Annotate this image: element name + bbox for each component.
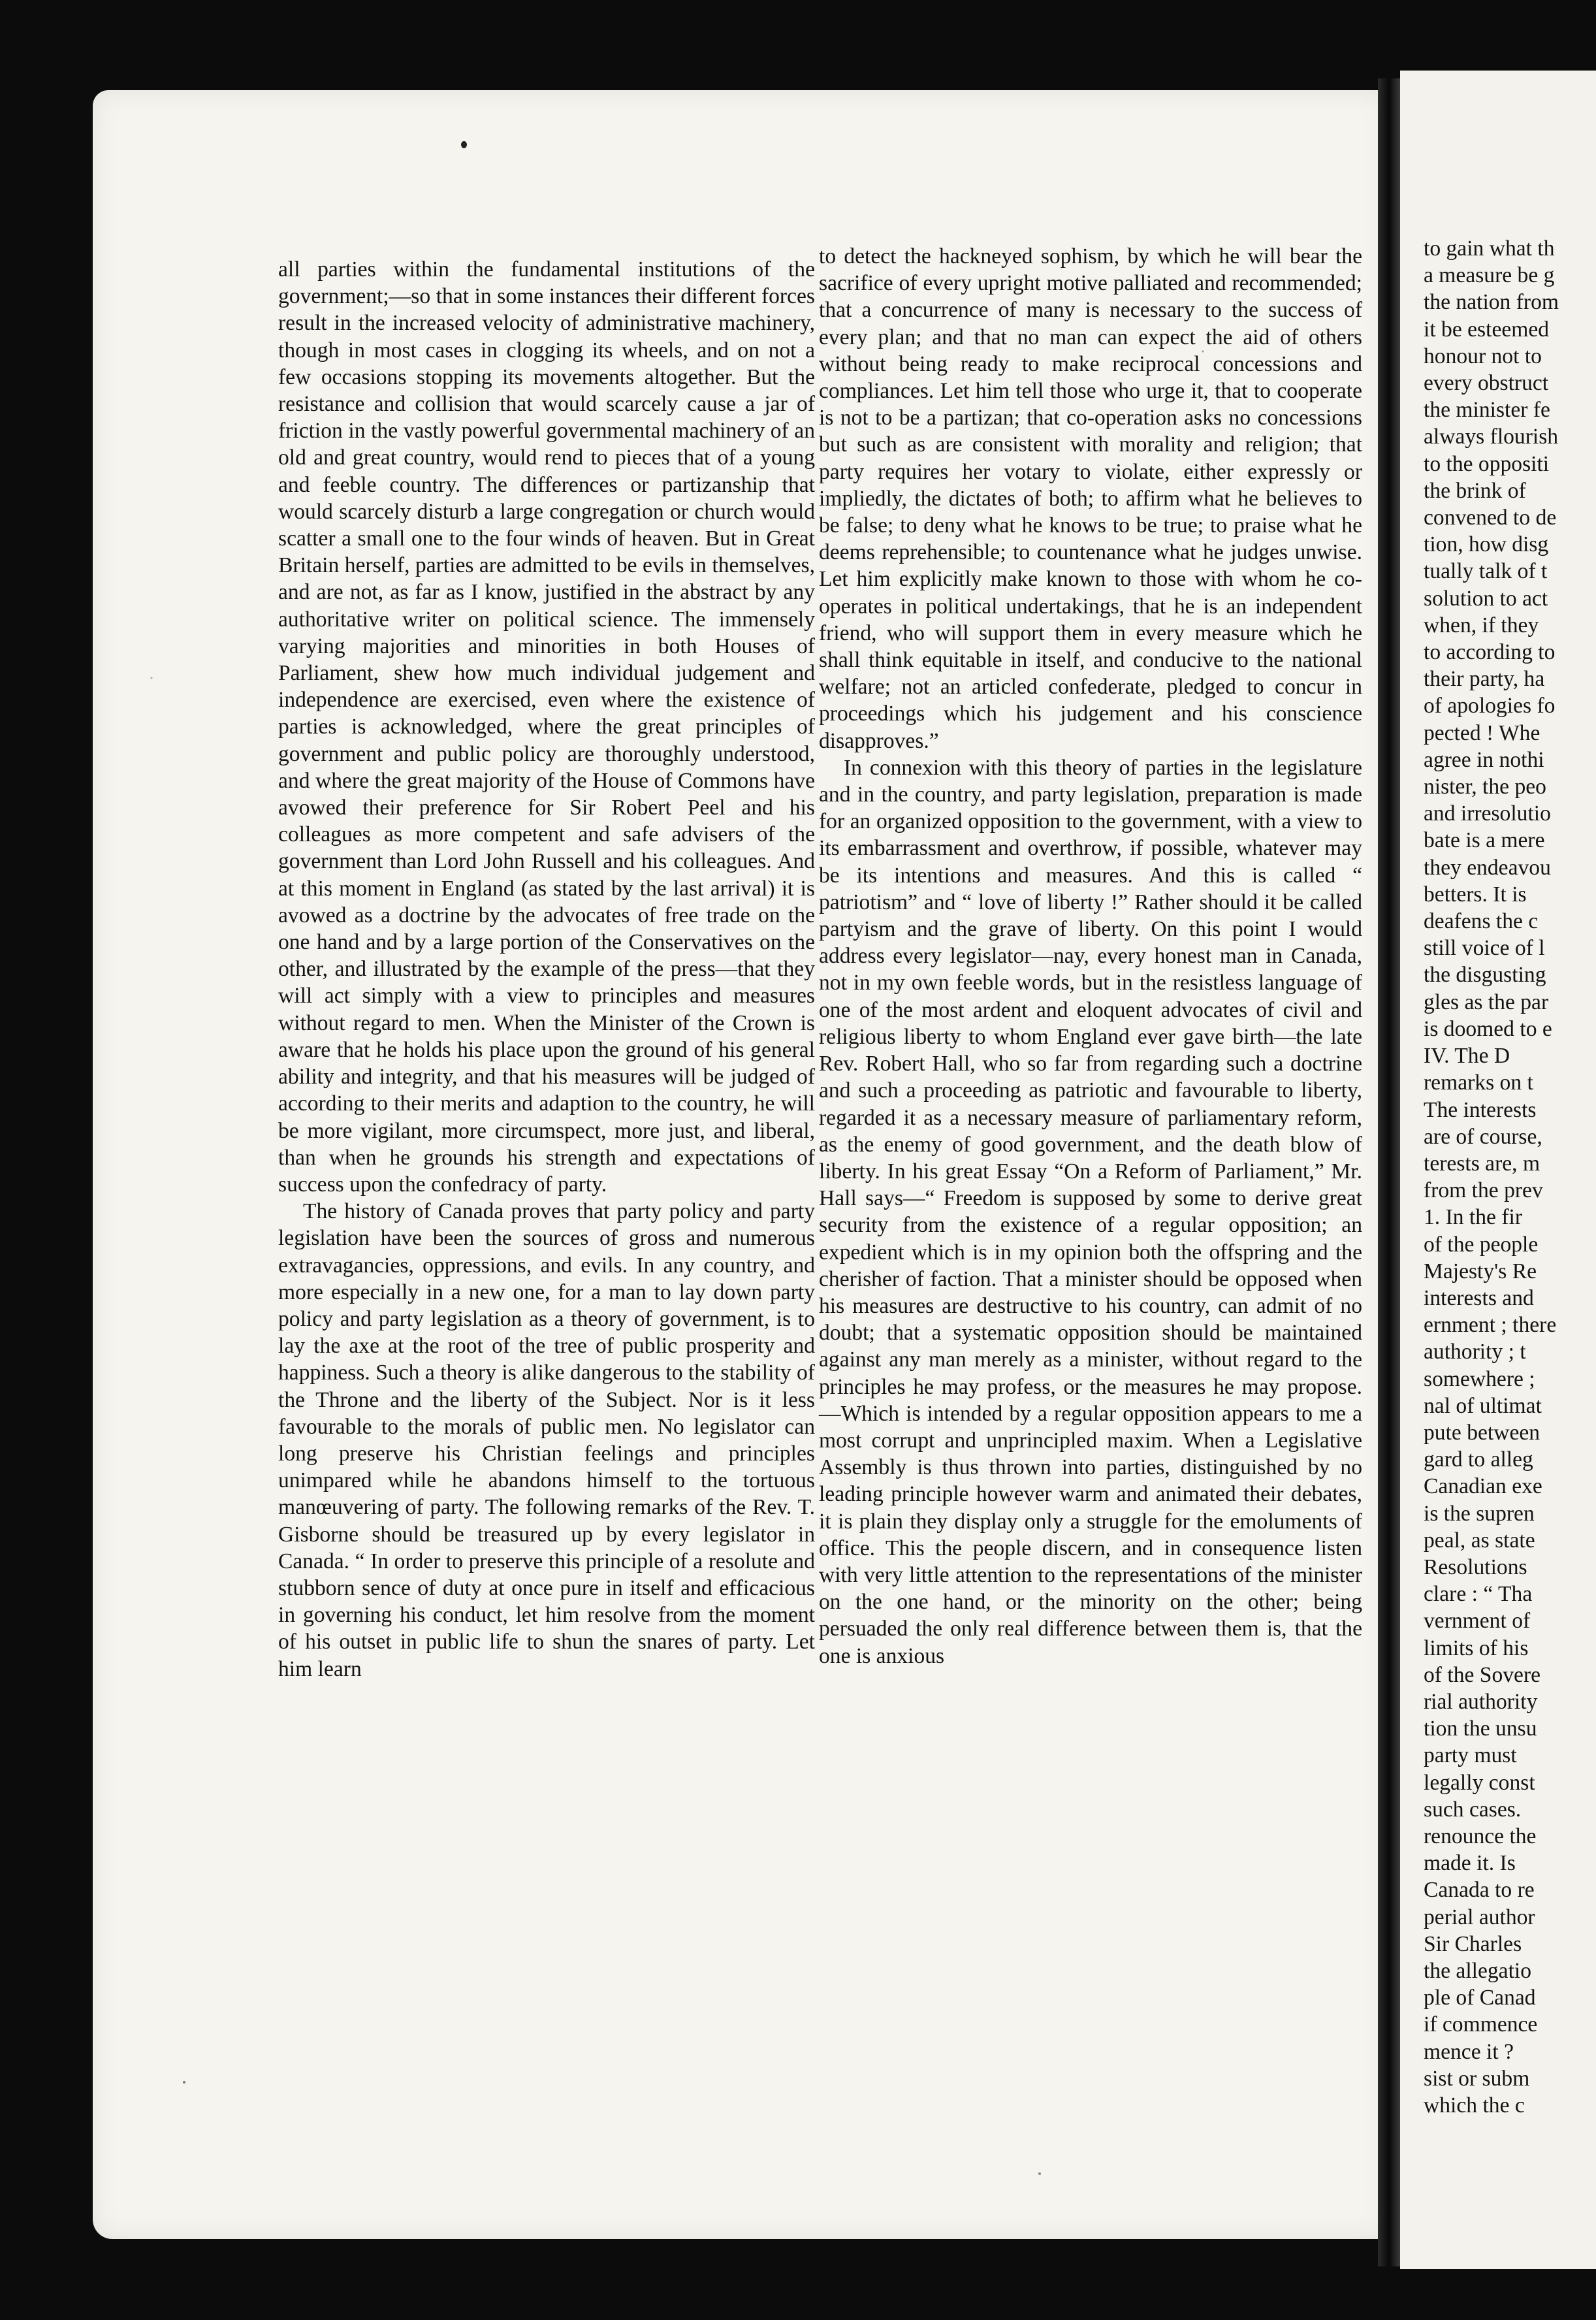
column-3-line: perial author bbox=[1424, 1905, 1535, 1929]
column-3-line: their party, ha bbox=[1424, 667, 1545, 692]
column-3-line: are of course, bbox=[1424, 1124, 1542, 1149]
column-3-line: when, if they bbox=[1424, 613, 1539, 637]
column-3-line: is the supren bbox=[1424, 1501, 1535, 1526]
column-3-line: Resolutions bbox=[1424, 1555, 1527, 1579]
column-3-line: convened to de bbox=[1424, 506, 1557, 530]
column-3-line: from the prev bbox=[1424, 1178, 1543, 1203]
column-3-line: gles as the par bbox=[1424, 990, 1549, 1014]
column-3-line: Sir Charles bbox=[1424, 1931, 1522, 1956]
column-3-line: a measure be g bbox=[1424, 263, 1555, 288]
column-3-line: 1. In the fir bbox=[1424, 1205, 1523, 1230]
column-3-line: interests and bbox=[1424, 1285, 1534, 1310]
column-1 bbox=[278, 256, 815, 1683]
column-3-line: the nation from bbox=[1424, 290, 1559, 315]
column-2 bbox=[819, 243, 1362, 1669]
column-3-line: bate is a mere bbox=[1424, 828, 1545, 853]
column-3-cut-off bbox=[1424, 235, 1596, 2119]
column-3-line: solution to act bbox=[1424, 586, 1548, 611]
column-3-line: legally const bbox=[1424, 1770, 1535, 1795]
column-3-line: ernment ; there bbox=[1424, 1313, 1557, 1338]
column-3-line: remarks on t bbox=[1424, 1071, 1533, 1095]
column-3-line: is doomed to e bbox=[1424, 1016, 1552, 1041]
column-3-line: to the oppositi bbox=[1424, 451, 1550, 476]
column-3-line: deafens the c bbox=[1424, 909, 1539, 934]
column-3-line: to gain what th bbox=[1424, 236, 1555, 261]
column-3-line: somewhere ; bbox=[1424, 1366, 1535, 1391]
column-3-line: the disgusting bbox=[1424, 963, 1546, 988]
column-3-line: agree in nothi bbox=[1424, 747, 1544, 772]
column-3-line: the minister fe bbox=[1424, 398, 1550, 423]
column-1-paragraph-2: The history of Canada proves that party policy and party legislation have been the sources of gross and numerous extravagancies, oppressions, and evils. In any country, and more especially in a new one, for a man to lay down party policy and party legislation as a theory of government, is to lay the axe at the root of the tree of public prosperity and happiness. Such a theory is alike dangerous to the stability of the Throne and the liberty of the Subject. Nor is it less favourable to the morals of public men. No legislator can long preserve his Christian feelings and principles unimpared while he abandons himself to the tortuous manœuvering of party. The following remarks of the Rev. T. Gisborne should be treasured up by every legislator in Canada. “ In order to preserve this principle of a resolute and stubborn sence of duty at once pure in itself and efficacious in governing his conduct, let him resolve from the moment of his outset in public life to shun the snares of party. Let him learn bbox=[278, 1199, 815, 1681]
column-2-paragraph-1: to detect the hackneyed sophism, by which he will bear the sacrifice of every upright motive palliated and recommended; that a concurrence of many is necessary to the success of every plan; and that no man can expect the aid of others without being ready to make reciprocal concessions and compliances. Let him tell those who urge it, that to cooperate is not to be a partizan; that co-operation asks no concessions but such as are consistent with morality and religion; that party requires her votary to violate, either expressly or impliedly, the dictates of both; to affirm what he believes to be false; to deny what he knows to be true; to praise what he deems reprehensible; to countenance what he judges unwise. Let him explicitly make known to those with whom he co-operates in political undertakings, that he is an independent friend, who will support them in every measure which he shall think equitable in itself, and conducive to the national welfare; not an articled confederate, pledged to concur in proceedings which his judgement and his conscience disapproves.” bbox=[819, 244, 1362, 753]
column-3-line: vernment of bbox=[1424, 1609, 1531, 1634]
column-3-line: still voice of l bbox=[1424, 936, 1545, 961]
column-2-paragraph-2: In connexion with this theory of parties in the legislature and in the country, and party legislation, preparation is made for an organized opposition to the government, with a view to its embarrassment and overthrow, if possible, whatever may be its intentions and measures. And this is called “ patriotism” and “ love of liberty !” Rather should it be called partyism and the grave of liberty. On this point I would address every legislator—nay, every honest man in Canada, not in my own feeble words, but in the resistless language of one of the most ardent and eloquent advocates of civil and religious liberty to whom England ever gave birth—the late Rev. Robert Hall, who so far from regarding such a doctrine and such a proceeding as patriotic and favourable to liberty, regarded it as a necessary measure of parliamentary reform, as the enemy of good government, and the death blow of liberty. In his great Essay “On a Reform of Parliament,” Mr. Hall says—“ Freedom is supposed by some to derive great security from the existence of a regular opposition; an expedient which is in my opinion both the offspring and the cherisher of faction. That a minister should be opposed when his measures are destructive to his country, can admit of no doubt; that a systematic opposition should be maintained against any man merely as a minister, without regard to the principles he may profess, or the measures he may propose.—Which is intended by a regular opposition appears to me a most corrupt and unprincipled maxim. When a Legislative Assembly is thus thrown into parties, distinguished by no leading principle however warm and animated their debates, it is plain they display only a struggle for the emoluments of office. This the people discern, and in consequence listen with very little attention to the representations of the minister on the one hand, or the minority on the other; being persuaded the only real difference between them is, that the one is anxious bbox=[819, 755, 1362, 1668]
column-3-line: such cases. bbox=[1424, 1797, 1522, 1822]
column-3-line: clare : “ Tha bbox=[1424, 1582, 1533, 1607]
column-3-line: to according to bbox=[1424, 640, 1556, 665]
column-3-line: they endeavou bbox=[1424, 855, 1551, 880]
column-3-line: Canada to re bbox=[1424, 1878, 1535, 1903]
column-3-line: tually talk of t bbox=[1424, 559, 1548, 584]
column-3-line: rial authority bbox=[1424, 1689, 1538, 1714]
column-3-line: of the people bbox=[1424, 1232, 1539, 1257]
column-3-line: authority ; t bbox=[1424, 1340, 1526, 1364]
column-3-line: and irresolutio bbox=[1424, 801, 1551, 826]
column-3-line: sist or subm bbox=[1424, 2066, 1530, 2091]
column-3-line: the allegatio bbox=[1424, 1959, 1532, 1983]
column-3-line: terests are, m bbox=[1424, 1151, 1540, 1176]
column-3-line: always flourish bbox=[1424, 425, 1559, 449]
column-3-line: pute between bbox=[1424, 1420, 1540, 1445]
column-3-line: the brink of bbox=[1424, 478, 1526, 503]
column-1-paragraph-1: all parties within the fundamental institutions of the government;—so that in some instances their different forces result in the increased velocity of administrative machinery, though in most cases in clogging its wheels, and on not a few occasions stopping its movements altogether. But the resistance and collision that would scarcely cause a jar of friction in the vastly powerful governmental machinery of an old and great country, would rend to pieces that of a young and feeble country. The differences or partizanship that would scarcely disturb a large congregation or church would scatter a small one to the four winds of heaven. But in Great Britain herself, parties are admitted to be evils in themselves, and are not, as far as I know, justified in the abstract by any authoritative writer on political science. The immensely varying majorities and minorities in both Houses of Parliament, shew how much individual judgement and independence are exercised, even where the existence of parties is acknowledged, where the great principles of government and public policy are thoroughly understood, and where the great majority of the House of Commons have avowed their preference for Sir Robert Peel and his colleagues as more competent and safe advisers of the government than Lord John Russell and his colleagues. And at this moment in England (as stated by the last arrival) it is avowed as a doctrine by the advocates of free trade on the one hand and by a large portion of the Conservatives on the other, and illustrated by the example of the press—that they will act simply with a view to principles and measures without regard to men. When the Minister of the Crown is aware that he holds his place upon the ground of his general ability and integrity, and that his measures will be judged of according to their merits and adaption to the country, he will be more vigilant, more circumspect, more just, and liberal, than when he grounds his strength and expectations of success upon the confedracy of party. bbox=[278, 257, 815, 1197]
ink-dot bbox=[461, 141, 467, 148]
column-3-line: pected ! Whe bbox=[1424, 720, 1540, 745]
column-3-line: IV. The D bbox=[1424, 1044, 1510, 1069]
column-3-line: mence it ? bbox=[1424, 2039, 1514, 2064]
column-3-line: betters. It is bbox=[1424, 882, 1527, 907]
column-3-line: limits of his bbox=[1424, 1635, 1529, 1660]
column-3-line: which the c bbox=[1424, 2093, 1525, 2118]
column-3-line: tion the unsu bbox=[1424, 1716, 1537, 1741]
column-3-line: gard to alleg bbox=[1424, 1447, 1533, 1472]
column-3-line: of apologies fo bbox=[1424, 694, 1556, 718]
column-3-line: every obstruct bbox=[1424, 371, 1549, 396]
column-3-line: nal of ultimat bbox=[1424, 1393, 1542, 1418]
book-gutter bbox=[1378, 78, 1400, 2266]
column-3-line: honour not to bbox=[1424, 344, 1542, 368]
column-3-line: of the Sovere bbox=[1424, 1662, 1541, 1687]
column-3-line: renounce the bbox=[1424, 1824, 1537, 1848]
column-3-line: it be esteemed bbox=[1424, 317, 1550, 342]
column-3-line: tion, how disg bbox=[1424, 532, 1549, 557]
column-3-line: peal, as state bbox=[1424, 1528, 1535, 1553]
column-3-line: Majesty's Re bbox=[1424, 1259, 1537, 1283]
column-3-line: party must bbox=[1424, 1743, 1517, 1768]
column-3-line: Canadian exe bbox=[1424, 1474, 1542, 1499]
column-3-line: nister, the peo bbox=[1424, 775, 1546, 799]
column-3-line: if commence bbox=[1424, 2012, 1538, 2037]
column-3-line: ple of Canad bbox=[1424, 1986, 1536, 2010]
column-3-line: The interests bbox=[1424, 1097, 1537, 1122]
column-3-line: made it. Is bbox=[1424, 1851, 1516, 1876]
